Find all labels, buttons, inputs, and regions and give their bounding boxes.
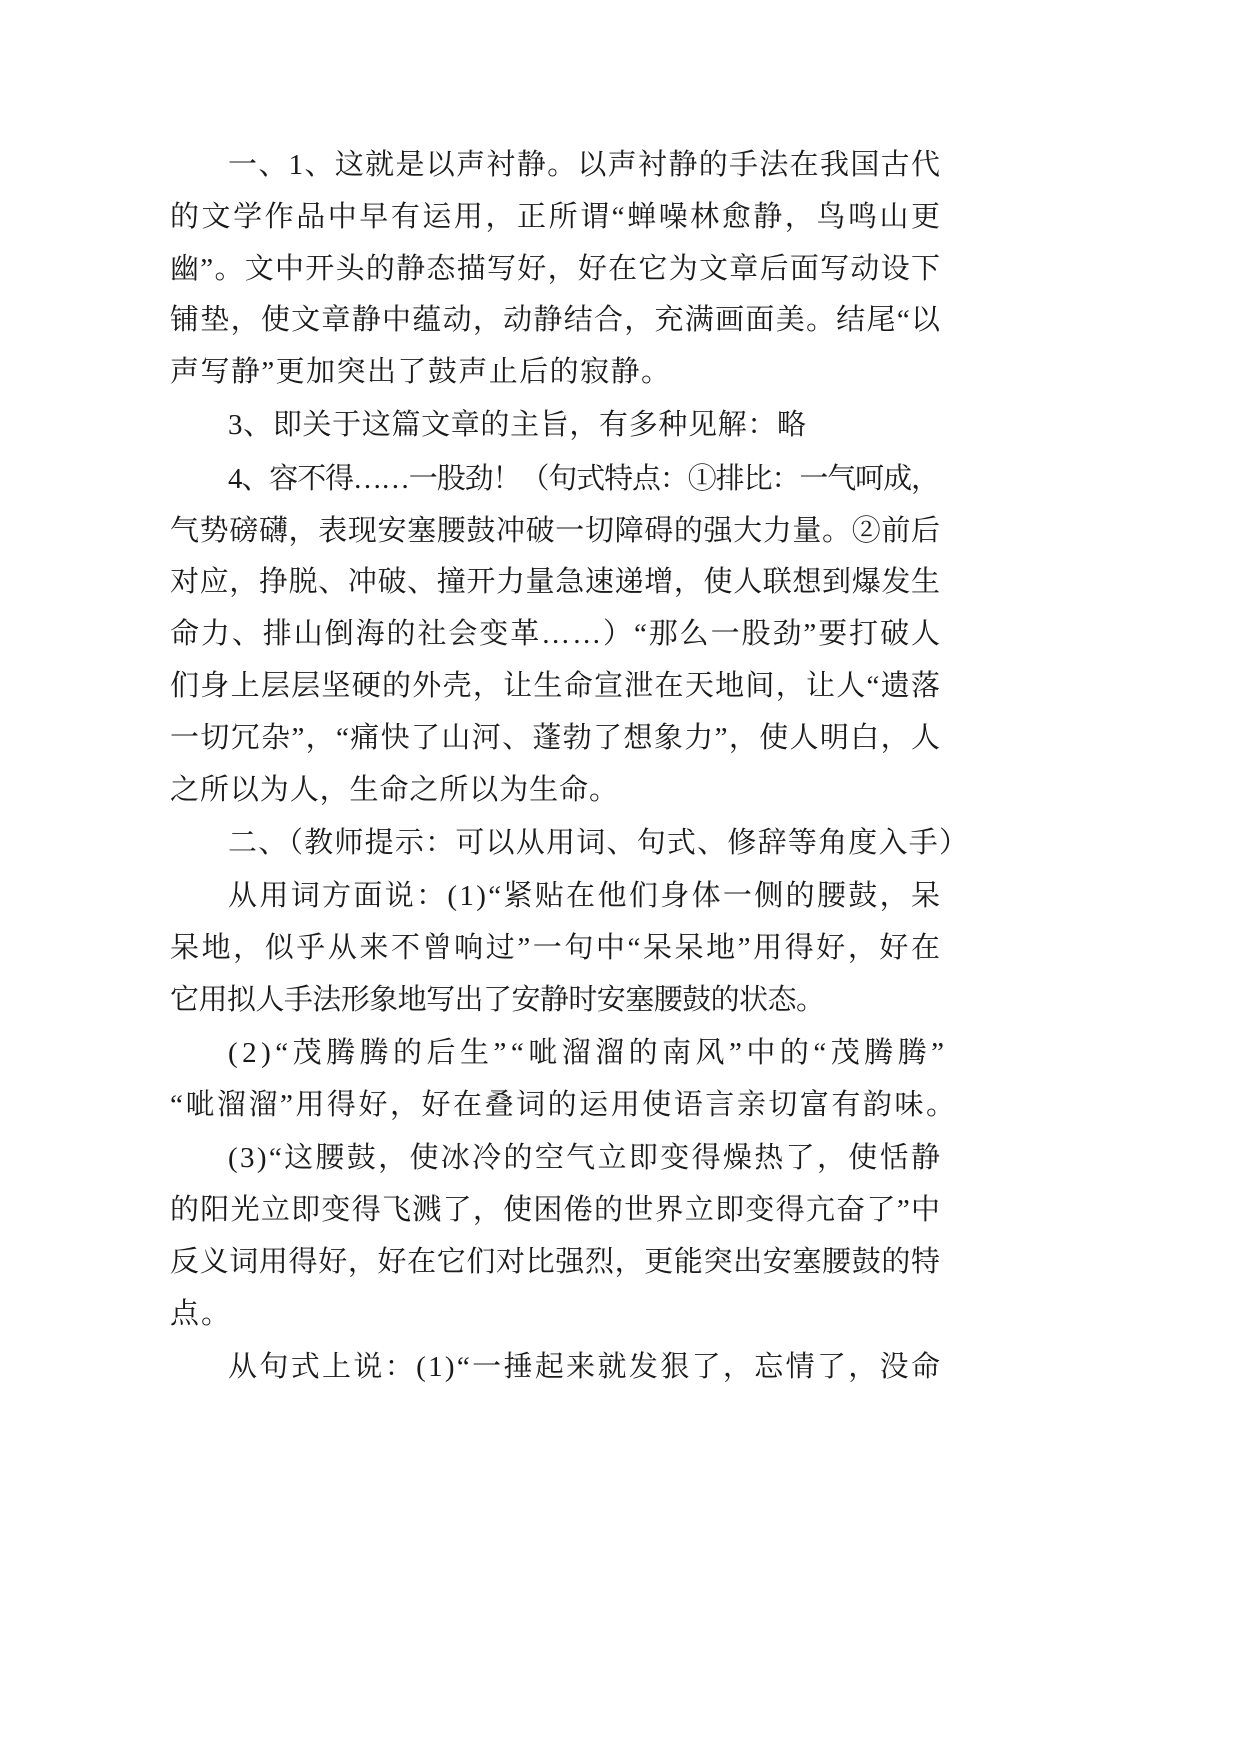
text-line: 一、1、这就是以声衬静。以声衬静的手法在我国古代: [228, 149, 942, 181]
text-line: 点。: [170, 1297, 232, 1330]
text-line: 对应，挣脱、冲破、撞开力量急速递增，使人联想到爆发生: [170, 566, 941, 599]
text-line: (2)“茂腾腾的后生”“呲溜溜的南风”中的“茂腾腾”: [228, 1037, 949, 1070]
text-line: 二、（教师提示：可以从用词、句式、修辞等角度入手）: [228, 826, 970, 859]
text-line: 的文学作品中早有运用，正所谓“蝉噪林愈静，鸟鸣山更: [170, 200, 943, 233]
text-line: “呲溜溜”用得好，好在叠词的运用使语言亲切富有韵味。: [170, 1088, 958, 1121]
text-line: 们身上层层坚硬的外壳，让生命宣泄在天地间，让人“遗落: [170, 669, 942, 702]
text-line: 4、容不得……一股劲！（句式特点：①排比：一气呵成，: [228, 462, 939, 495]
paragraph: [170, 400, 1000, 452]
text-line: (3)“这腰鼓，使冰冷的空气立即变得燥热了，使恬静: [228, 1142, 943, 1175]
text-line: 一切冗杂”，“痛快了山河、蓬勃了想象力”，使人明白，人: [170, 721, 942, 754]
text-line: 的阳光立即变得飞溅了，使困倦的世界立即变得亢奋了”中: [170, 1193, 942, 1226]
paragraph: [170, 1342, 1000, 1394]
text-line: 气势磅礴，表现安塞腰鼓冲破一切障碍的强大力量。②前后: [170, 514, 941, 547]
paragraph: [170, 1028, 1000, 1132]
text-line: 呆地，似乎从来不曾响过”一句中“呆呆地”用得好，好在: [170, 931, 943, 964]
paragraph: [170, 140, 1000, 399]
document-body: [170, 140, 1000, 1394]
text-line: 反义词用得好，好在它们对比强烈，更能突出安塞腰鼓的特: [170, 1245, 941, 1278]
paragraph: [170, 454, 1000, 817]
text-line: 从用词方面说：(1)“紧贴在他们身体一侧的腰鼓，呆: [228, 880, 943, 913]
paragraph: [170, 818, 1000, 870]
paragraph: [170, 1133, 1000, 1340]
text-line: 之所以为人，生命之所以为生命。: [170, 773, 619, 806]
text-line: 幽”。文中开头的静态描写好，好在它为文章后面写动设下: [170, 252, 942, 285]
text-line: 铺垫，使文章静中蕴动，动静结合，充满画面美。结尾“以: [170, 304, 942, 337]
text-line: 声写静”更加突出了鼓声止后的寂静。: [170, 356, 672, 389]
paragraph: [170, 871, 1000, 1026]
text-line: 从句式上说：(1)“一捶起来就发狠了，忘情了，没命: [228, 1350, 943, 1383]
text-line: 它用拟人手法形象地写出了安静时安塞腰鼓的状态。: [170, 983, 825, 1016]
text-line: 3、即关于这篇文章的主旨，有多种见解：略: [228, 409, 807, 442]
text-line: 命力、排山倒海的社会变革……）“那么一股劲”要打破人: [170, 618, 942, 651]
